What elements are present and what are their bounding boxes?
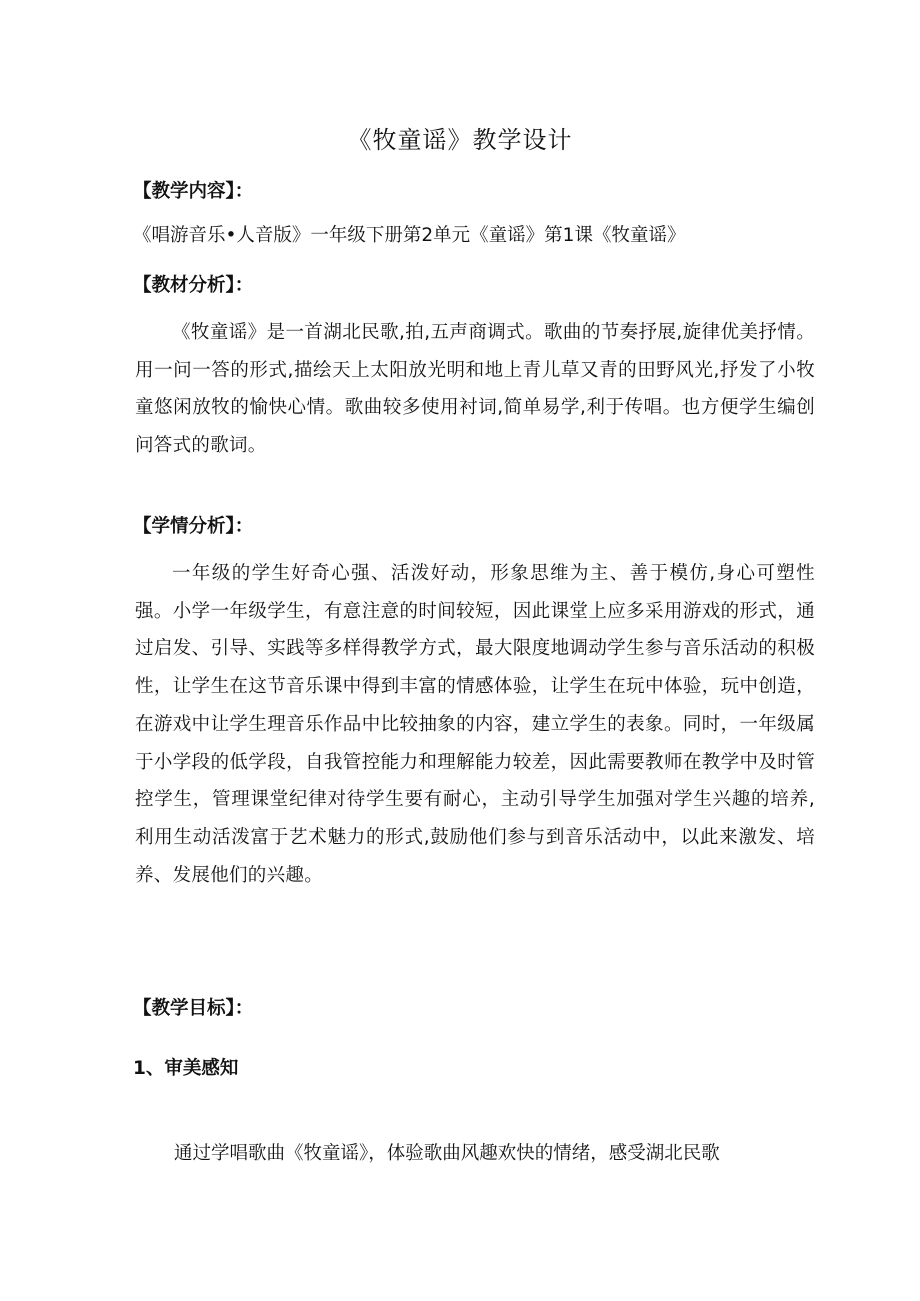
heading-student-analysis: 【学情分析】： [133, 516, 254, 537]
aesthetic-perception-text: 通过学唱歌曲《牧童谣》，体验歌曲风趣欢快的情绪，感受湖北民歌 [174, 1143, 720, 1164]
heading-material-analysis: 【教材分析】： [133, 275, 254, 296]
subheading-aesthetic-perception: 1、审美感知 [133, 1058, 239, 1079]
heading-teaching-content: 【教学内容】： [133, 181, 254, 202]
teaching-content-text: 《唱游音乐•人音版》一年级下册第2单元《童谣》第1课《牧童谣》 [133, 225, 686, 246]
material-analysis-paragraph: 《牧童谣》是一首湖北民歌,拍,五声商调式。歌曲的节奏抒展,旋律优美抒情。用一问一答的形式,描绘天上太阳放光明和地上青儿草又青的田野风光,抒发了小牧童悠闲放牧的愉快心情。歌曲较多使用衬词,简单易学,利于传唱。也方便学生编创问答式的歌词。 [135, 322, 815, 456]
heading-teaching-goals: 【教学目标】： [133, 998, 254, 1019]
document-title: 《牧童谣》教学设计 [347, 126, 573, 154]
student-analysis-paragraph: 一年级的学生好奇心强、活泼好动，形象思维为主、善于模仿,身心可塑性强。小学一年级学生，有意注意的时间较短，因此课堂上应多采用游戏的形式，通过启发、引导、实践等多样得教学方式，最大限度地调动学生参与音乐活动的积极性，让学生在这节音乐课中得到丰富的情感体验，让学生在玩中体验，玩中创造，在游戏中让学生理音乐作品中比较抽象的内容，建立学生的表象。同时，一年级属于小学段的低学段，自我管控能力和理解能力较差，因此需要教师在教学中及时管控学生，管理课堂纪律对待学生要有耐心，主动引导学生加强对学生兴趣的培养,利用生动活泼富于艺术魅力的形式,鼓励他们参与到音乐活动中，以此来激发、培养、发展他们的兴趣。 [135, 563, 815, 886]
